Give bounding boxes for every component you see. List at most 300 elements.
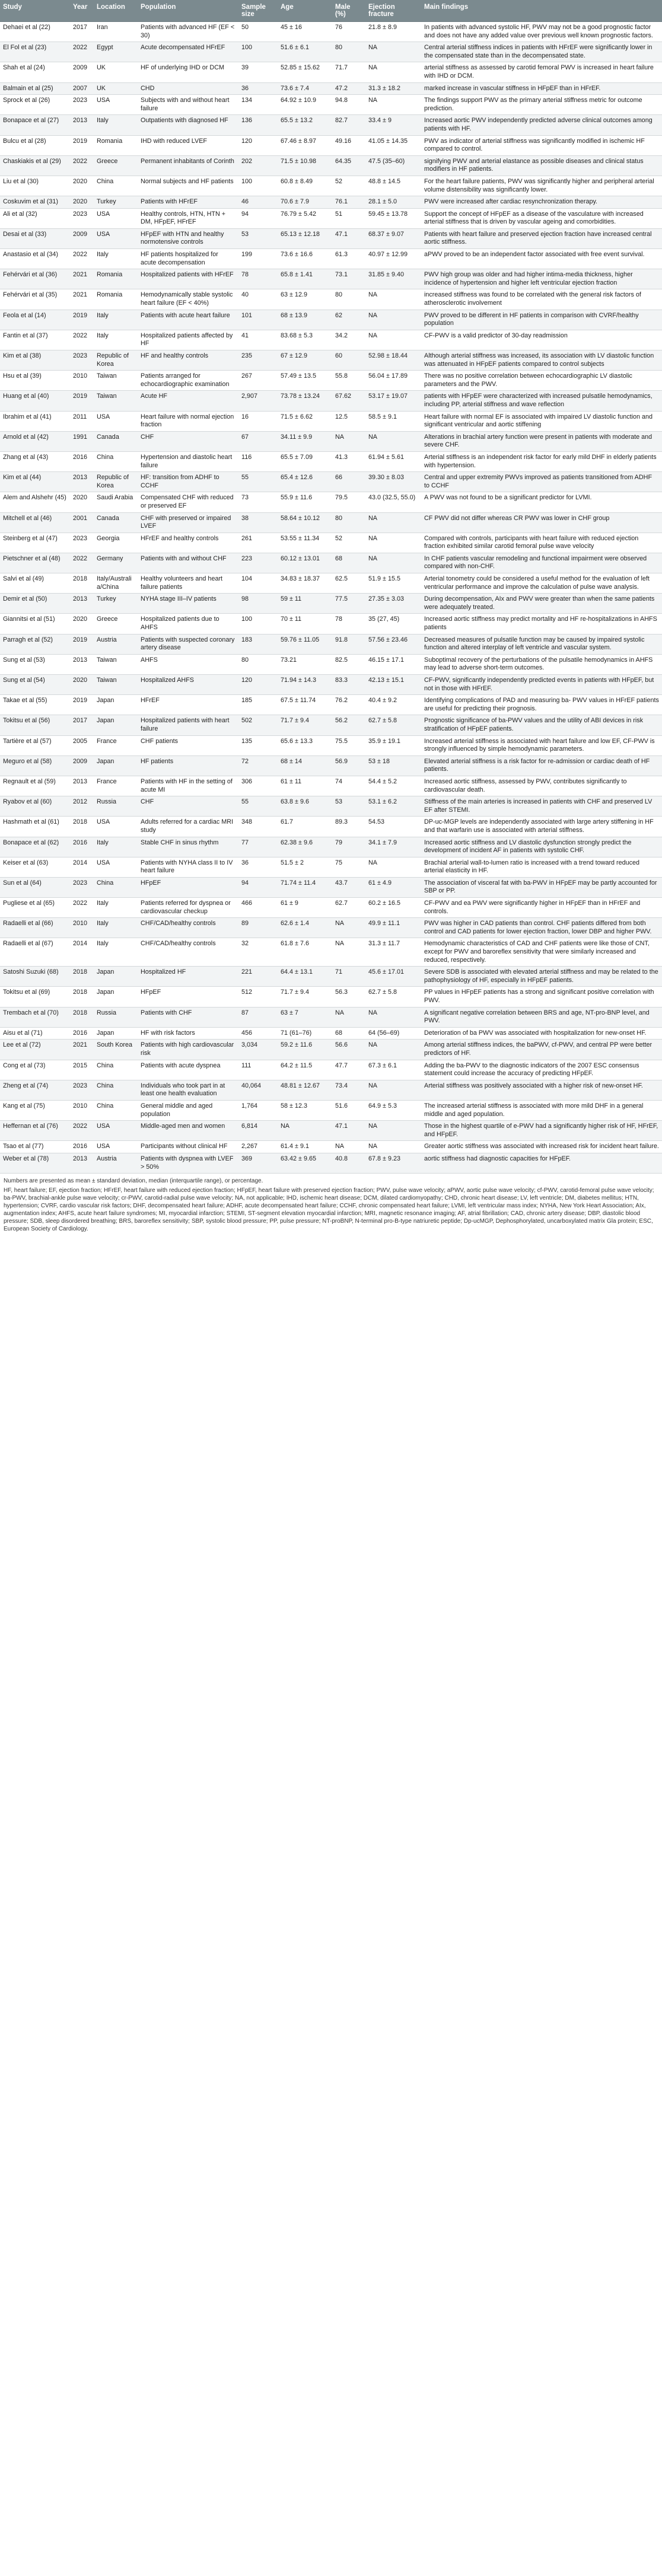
cell-male: 49.16 xyxy=(332,135,365,155)
cell-age: 52.85 ± 15.62 xyxy=(278,62,332,82)
cell-age: 61.4 ± 9.1 xyxy=(278,1141,332,1153)
cell-location: France xyxy=(94,735,138,755)
table-row xyxy=(0,654,662,674)
cell-male: 64.35 xyxy=(332,155,365,176)
cell-sample-size: 16 xyxy=(238,411,278,431)
cell-year: 2013 xyxy=(70,1153,94,1173)
cell-sample-size: 183 xyxy=(238,634,278,654)
cell-main-findings: Adding the ba-PWV to the diagnostic indicators of the 2007 ESC consensus statement could increase the accuracy of predicting HFpEF. xyxy=(421,1060,662,1080)
table-body xyxy=(0,22,662,1174)
cell-main-findings: Hemodynamic characteristics of CAD and CHF patients were like those of CNT, except for PWV and baroreflex sensitivity that were similarly increased and reduced, respectively. xyxy=(421,938,662,967)
cell-location: Taiwan xyxy=(94,654,138,674)
cell-main-findings: DP-uc-MGP levels are independently associated with large artery stiffening in HF and that warfarin use is associated with arterial stiffness. xyxy=(421,817,662,837)
cell-sample-size: 2,267 xyxy=(238,1141,278,1153)
table-row xyxy=(0,1080,662,1100)
cell-location: Japan xyxy=(94,1027,138,1040)
cell-ejection-fracture: 64 (56–69) xyxy=(365,1027,421,1040)
cell-male: 68 xyxy=(332,553,365,573)
cell-study: Ali et al (32) xyxy=(0,208,70,228)
cell-ejection-fracture: NA xyxy=(365,330,421,350)
table-row xyxy=(0,1141,662,1153)
cell-study: Parragh et al (52) xyxy=(0,634,70,654)
cell-sample-size: 116 xyxy=(238,451,278,471)
table-row xyxy=(0,82,662,95)
cell-study: Ryabov et al (60) xyxy=(0,796,70,817)
cell-ejection-fracture: 34.1 ± 7.9 xyxy=(365,837,421,857)
cell-location: USA xyxy=(94,817,138,837)
cell-age: 62.38 ± 9.6 xyxy=(278,837,332,857)
cell-year: 2022 xyxy=(70,249,94,269)
cell-ejection-fracture: 54.53 xyxy=(365,817,421,837)
cell-main-findings: There was no positive correlation between echocardiographic LV diastolic parameters and the PWV. xyxy=(421,371,662,391)
cell-male: 52 xyxy=(332,176,365,196)
table-row xyxy=(0,1060,662,1080)
table-row xyxy=(0,492,662,512)
cell-ejection-fracture: 35 (27, 45) xyxy=(365,614,421,634)
cell-population: Hospitalized patients with HFrEF xyxy=(138,269,238,289)
cell-male: 94.8 xyxy=(332,95,365,115)
cell-ejection-fracture: 54.4 ± 5.2 xyxy=(365,776,421,796)
cell-age: 73.6 ± 16.6 xyxy=(278,249,332,269)
table-row xyxy=(0,391,662,411)
cell-male: 91.8 xyxy=(332,634,365,654)
cell-study: Radaelli et al (67) xyxy=(0,938,70,967)
cell-study: Zhang et al (43) xyxy=(0,451,70,471)
cell-age: 63.8 ± 9.6 xyxy=(278,796,332,817)
cell-main-findings: For the heart failure patients, PWV was significantly higher and peripheral arterial volume distensibility was significantly lower. xyxy=(421,176,662,196)
cell-age: 34.11 ± 9.9 xyxy=(278,431,332,451)
cell-ejection-fracture: 60.2 ± 16.5 xyxy=(365,898,421,918)
table-row xyxy=(0,411,662,431)
cell-population: HFpEF xyxy=(138,987,238,1007)
cell-population: Patients with NYHA class II to IV heart failure xyxy=(138,857,238,877)
cell-ejection-fracture: 31.85 ± 9.40 xyxy=(365,269,421,289)
cell-male: 53 xyxy=(332,796,365,817)
cell-population: Hemodynamically stable systolic heart failure (EF < 40%) xyxy=(138,289,238,310)
cell-population: HF and healthy controls xyxy=(138,350,238,371)
cell-year: 2023 xyxy=(70,208,94,228)
cell-study: Fantin et al (37) xyxy=(0,330,70,350)
cell-sample-size: 77 xyxy=(238,837,278,857)
cell-male: NA xyxy=(332,938,365,967)
cell-year: 2015 xyxy=(70,1060,94,1080)
cell-male: 61.3 xyxy=(332,249,365,269)
cell-year: 2018 xyxy=(70,573,94,594)
cell-ejection-fracture: NA xyxy=(365,857,421,877)
cell-year: 2013 xyxy=(70,472,94,492)
cell-study: Huang et al (40) xyxy=(0,391,70,411)
cell-study: Trembach et al (70) xyxy=(0,1007,70,1027)
table-row xyxy=(0,837,662,857)
cell-study: Hashmath et al (61) xyxy=(0,817,70,837)
cell-location: Italy xyxy=(94,249,138,269)
table-row xyxy=(0,289,662,310)
cell-population: Adults referred for a cardiac MRI study xyxy=(138,817,238,837)
cell-age: 70.6 ± 7.9 xyxy=(278,196,332,209)
cell-year: 2023 xyxy=(70,1080,94,1100)
table-row xyxy=(0,857,662,877)
cell-ejection-fracture: 57.56 ± 23.46 xyxy=(365,634,421,654)
cell-male: 79.5 xyxy=(332,492,365,512)
cell-study: Bonapace et al (62) xyxy=(0,837,70,857)
cell-male: 76.2 xyxy=(332,695,365,715)
cell-age: 71.5 ± 10.98 xyxy=(278,155,332,176)
cell-age: 71.94 ± 14.3 xyxy=(278,675,332,695)
cell-age: 61 ± 9 xyxy=(278,898,332,918)
table-row xyxy=(0,594,662,614)
cell-year: 2016 xyxy=(70,1141,94,1153)
cell-location: Italy xyxy=(94,938,138,967)
table-row xyxy=(0,573,662,594)
cell-male: 56.3 xyxy=(332,987,365,1007)
cell-male: 47.1 xyxy=(332,1121,365,1141)
cell-location: Egypt xyxy=(94,42,138,62)
cell-sample-size: 6,814 xyxy=(238,1121,278,1141)
cell-ejection-fracture: 64.9 ± 5.3 xyxy=(365,1100,421,1120)
cell-population: General middle and aged population xyxy=(138,1100,238,1120)
cell-population: CHF xyxy=(138,796,238,817)
cell-population: Patients arranged for echocardiographic examination xyxy=(138,371,238,391)
cell-ejection-fracture: 67.3 ± 6.1 xyxy=(365,1060,421,1080)
cell-age: 67.46 ± 8.97 xyxy=(278,135,332,155)
cell-age: 68 ± 14 xyxy=(278,755,332,776)
cell-location: Greece xyxy=(94,155,138,176)
cell-population: Patients referred for dyspnea or cardiovascular checkup xyxy=(138,898,238,918)
cell-study: Salvi et al (49) xyxy=(0,573,70,594)
cell-male: 71.7 xyxy=(332,62,365,82)
cell-ejection-fracture: 51.9 ± 15.5 xyxy=(365,573,421,594)
cell-year: 2017 xyxy=(70,22,94,42)
cell-year: 2023 xyxy=(70,95,94,115)
cell-main-findings: The association of visceral fat with ba-PWV in HFpEF may be partly accounted for SBP or PP. xyxy=(421,877,662,897)
cell-male: 47.7 xyxy=(332,1060,365,1080)
cell-ejection-fracture: 40.97 ± 12.99 xyxy=(365,249,421,269)
cell-ejection-fracture: 47.5 (35–60) xyxy=(365,155,421,176)
cell-age: 63 ± 12.9 xyxy=(278,289,332,310)
column-header-year: Year xyxy=(70,0,94,22)
cell-main-findings: PWV was higher in CAD patients than control. CHF patients differed from both control and CAD patients for lower ejection fraction, lower DBP and higher PWV. xyxy=(421,918,662,938)
cell-sample-size: 100 xyxy=(238,42,278,62)
cell-year: 2009 xyxy=(70,62,94,82)
cell-age: 71.7 ± 9.4 xyxy=(278,987,332,1007)
cell-year: 2022 xyxy=(70,1121,94,1141)
cell-ejection-fracture: 67.8 ± 9.23 xyxy=(365,1153,421,1173)
cell-population: HFrEF and healthy controls xyxy=(138,533,238,553)
cell-population: Hospitalized patients affected by HF xyxy=(138,330,238,350)
cell-main-findings: Heart failure with normal EF is associated with impaired LV diastolic function and significant ventricular and aortic stiffening xyxy=(421,411,662,431)
cell-study: Arnold et al (42) xyxy=(0,431,70,451)
cell-main-findings: Deterioration of ba PWV was associated with hospitalization for new-onset HF. xyxy=(421,1027,662,1040)
cell-population: Participants without clinical HF xyxy=(138,1141,238,1153)
cell-male: 56.2 xyxy=(332,715,365,735)
cell-population: Acute decompensated HFrEF xyxy=(138,42,238,62)
cell-ejection-fracture: NA xyxy=(365,512,421,533)
cell-ejection-fracture: 61 ± 4.9 xyxy=(365,877,421,897)
cell-ejection-fracture: 53.17 ± 19.07 xyxy=(365,391,421,411)
cell-year: 2016 xyxy=(70,451,94,471)
cell-year: 2020 xyxy=(70,176,94,196)
cell-sample-size: 32 xyxy=(238,938,278,967)
table-row xyxy=(0,695,662,715)
cell-year: 2022 xyxy=(70,330,94,350)
cell-ejection-fracture: 41.05 ± 14.35 xyxy=(365,135,421,155)
cell-location: Italy/Australia/China xyxy=(94,573,138,594)
cell-study: Pugliese et al (65) xyxy=(0,898,70,918)
cell-male: 68 xyxy=(332,1027,365,1040)
cell-study: Pietschner et al (48) xyxy=(0,553,70,573)
cell-study: Tartière et al (57) xyxy=(0,735,70,755)
cell-ejection-fracture: 31.3 ± 18.2 xyxy=(365,82,421,95)
cell-year: 2011 xyxy=(70,411,94,431)
table-row xyxy=(0,755,662,776)
cell-location: Japan xyxy=(94,755,138,776)
cell-male: 71 xyxy=(332,967,365,987)
cell-year: 1991 xyxy=(70,431,94,451)
cell-ejection-fracture: NA xyxy=(365,62,421,82)
table-row xyxy=(0,249,662,269)
cell-year: 2013 xyxy=(70,654,94,674)
cell-main-findings: Among arterial stiffness indices, the baPWV, cf-PWV, and central PP were better predictors of HF. xyxy=(421,1040,662,1060)
cell-male: 47.2 xyxy=(332,82,365,95)
cell-sample-size: 89 xyxy=(238,918,278,938)
cell-main-findings: Identifying complications of PAD and measuring ba- PWV values in HFrEF patients are useful for predicting their prognosis. xyxy=(421,695,662,715)
cell-population: Patients with HFrEF xyxy=(138,196,238,209)
table-row xyxy=(0,269,662,289)
cell-main-findings: Increased aortic stiffness, assessed by PWV, contributes significantly to cardiovascular death. xyxy=(421,776,662,796)
cell-location: USA xyxy=(94,1141,138,1153)
cell-location: Taiwan xyxy=(94,391,138,411)
cell-age: 61 ± 11 xyxy=(278,776,332,796)
cell-sample-size: 67 xyxy=(238,431,278,451)
cell-ejection-fracture: 49.9 ± 11.1 xyxy=(365,918,421,938)
column-header-main-findings: Main findings xyxy=(421,0,662,22)
cell-year: 2021 xyxy=(70,289,94,310)
cell-age: 60.12 ± 13.01 xyxy=(278,553,332,573)
cell-male: 47.1 xyxy=(332,228,365,248)
cell-location: Italy xyxy=(94,330,138,350)
cell-location: Romania xyxy=(94,135,138,155)
cell-sample-size: 111 xyxy=(238,1060,278,1080)
cell-main-findings: Alterations in brachial artery function were present in patients with moderate and severe CHF. xyxy=(421,431,662,451)
cell-population: IHD with reduced LVEF xyxy=(138,135,238,155)
cell-year: 2018 xyxy=(70,817,94,837)
cell-male: 67.62 xyxy=(332,391,365,411)
cell-location: Taiwan xyxy=(94,371,138,391)
table-row xyxy=(0,95,662,115)
table-row xyxy=(0,208,662,228)
cell-population: CHF/CAD/healthy controls xyxy=(138,918,238,938)
cell-sample-size: 456 xyxy=(238,1027,278,1040)
cell-male: 75.5 xyxy=(332,735,365,755)
cell-year: 2019 xyxy=(70,634,94,654)
cell-age: 83.68 ± 5.3 xyxy=(278,330,332,350)
cell-year: 2018 xyxy=(70,967,94,987)
cell-year: 2012 xyxy=(70,796,94,817)
table-row xyxy=(0,938,662,967)
cell-population: HFpEF with HTN and healthy normotensive controls xyxy=(138,228,238,248)
cell-ejection-fracture: 53.1 ± 6.2 xyxy=(365,796,421,817)
cell-year: 2019 xyxy=(70,391,94,411)
cell-main-findings: Greater aortic stiffness was associated with increased risk for incident heart failure. xyxy=(421,1141,662,1153)
cell-study: Ibrahim et al (41) xyxy=(0,411,70,431)
cell-sample-size: 80 xyxy=(238,654,278,674)
cell-age: 61.7 xyxy=(278,817,332,837)
cell-population: Patients with acute dyspnea xyxy=(138,1060,238,1080)
cell-age: 58.64 ± 10.12 xyxy=(278,512,332,533)
cell-age: 59.2 ± 11.6 xyxy=(278,1040,332,1060)
cell-main-findings: CF PWV did not differ whereas CR PWV was lower in CHF group xyxy=(421,512,662,533)
cell-age: 71 (61–76) xyxy=(278,1027,332,1040)
cell-main-findings: Decreased measures of pulsatile function may be caused by impaired systolic function and altered interplay of left ventricle and vascular system. xyxy=(421,634,662,654)
cell-ejection-fracture: NA xyxy=(365,533,421,553)
cell-male: 41.3 xyxy=(332,451,365,471)
cell-population: Healthy controls, HTN, HTN + DM, HFpEF, HFrEF xyxy=(138,208,238,228)
cell-male: 78 xyxy=(332,614,365,634)
cell-study: Anastasio et al (34) xyxy=(0,249,70,269)
cell-main-findings: Those in the highest quartile of e-PWV had a significantly higher risk of HF, HFrEF, and HFpEF. xyxy=(421,1121,662,1141)
cell-main-findings: Arterial stiffness is an independent risk factor for early mild DHF in elderly patients with hypertension. xyxy=(421,451,662,471)
cell-ejection-fracture: 62.7 ± 5.8 xyxy=(365,987,421,1007)
cell-year: 2022 xyxy=(70,553,94,573)
cell-population: Middle-aged men and women xyxy=(138,1121,238,1141)
cell-sample-size: 120 xyxy=(238,135,278,155)
cell-main-findings: Stiffness of the main arteries is increased in patients with CHF and preserved LV EF after STEMI. xyxy=(421,796,662,817)
table-row xyxy=(0,918,662,938)
cell-age: 63.42 ± 9.65 xyxy=(278,1153,332,1173)
table-row xyxy=(0,1153,662,1173)
cell-study: Chaskiakis et al (29) xyxy=(0,155,70,176)
cell-location: China xyxy=(94,1080,138,1100)
cell-location: Canada xyxy=(94,512,138,533)
cell-study: Bulcu et al (28) xyxy=(0,135,70,155)
cell-sample-size: 104 xyxy=(238,573,278,594)
cell-main-findings: patients with HFpEF were characterized with increased pulsatile hemodynamics, including PP, arterial stiffness and wave reflection xyxy=(421,391,662,411)
cell-main-findings: In patients with advanced systolic HF, PWV may not be a good prognostic factor and does not have any added value over previous well known prognostic factors. xyxy=(421,22,662,42)
cell-main-findings: Increased aortic PWV independently predicted adverse clinical outcomes among patients with HF. xyxy=(421,115,662,135)
cell-study: Regnault et al (59) xyxy=(0,776,70,796)
cell-year: 2007 xyxy=(70,82,94,95)
cell-ejection-fracture: NA xyxy=(365,1007,421,1027)
cell-population: Healthy volunteers and heart failure patients xyxy=(138,573,238,594)
cell-male: 62 xyxy=(332,310,365,330)
cell-sample-size: 94 xyxy=(238,877,278,897)
cell-main-findings: Increased aortic stiffness and LV diastolic dysfunction strongly predict the development of incident AF in patients with systolic CHF. xyxy=(421,837,662,857)
cell-study: Feola et al (14) xyxy=(0,310,70,330)
cell-location: China xyxy=(94,1060,138,1080)
cell-male: NA xyxy=(332,1141,365,1153)
cell-study: Mitchell et al (46) xyxy=(0,512,70,533)
cell-location: USA xyxy=(94,411,138,431)
cell-main-findings: PWV as indicator of arterial stiffness was significantly modified in ischemic HF compared to control. xyxy=(421,135,662,155)
cell-study: Tokitsu et al (69) xyxy=(0,987,70,1007)
cell-main-findings: The findings support PWV as the primary arterial stiffness metric for outcome prediction. xyxy=(421,95,662,115)
cell-study: Fehérvári et al (35) xyxy=(0,289,70,310)
cell-main-findings: increased stiffness was found to be correlated with the general risk factors of atherosclerotic involvement xyxy=(421,289,662,310)
cell-sample-size: 466 xyxy=(238,898,278,918)
cell-sample-size: 94 xyxy=(238,208,278,228)
cell-sample-size: 369 xyxy=(238,1153,278,1173)
cell-male: 80 xyxy=(332,42,365,62)
cell-study: Takae et al (55) xyxy=(0,695,70,715)
cell-age: 57.49 ± 13.5 xyxy=(278,371,332,391)
cell-study: Satoshi Suzuki (68) xyxy=(0,967,70,987)
cell-male: 75 xyxy=(332,857,365,877)
cell-main-findings: Elevated arterial stiffness is a risk factor for re-admission or cardiac death of HF patients. xyxy=(421,755,662,776)
cell-location: Canada xyxy=(94,431,138,451)
cell-main-findings: Compared with controls, participants with heart failure with reduced ejection fraction exhibited similar carotid femoral pulse wave velocity xyxy=(421,533,662,553)
cell-main-findings: Although arterial stiffness was increased, its association with LV diastolic function was attenuated in HFpEF patients compared to control subjects xyxy=(421,350,662,371)
cell-sample-size: 2,907 xyxy=(238,391,278,411)
cell-study: Alem and Alshehr (45) xyxy=(0,492,70,512)
cell-location: Japan xyxy=(94,987,138,1007)
studies-table xyxy=(0,0,662,1174)
cell-location: France xyxy=(94,776,138,796)
cell-age: 64.4 ± 13.1 xyxy=(278,967,332,987)
cell-main-findings: During decompensation, AIx and PWV were greater than when the same patients were adequately treated. xyxy=(421,594,662,614)
cell-location: Italy xyxy=(94,115,138,135)
cell-population: HFrEF xyxy=(138,695,238,715)
table-row xyxy=(0,176,662,196)
cell-population: Subjects with and without heart failure xyxy=(138,95,238,115)
cell-population: CHD xyxy=(138,82,238,95)
table-row xyxy=(0,310,662,330)
cell-location: China xyxy=(94,451,138,471)
cell-ejection-fracture: 42.13 ± 15.1 xyxy=(365,675,421,695)
cell-main-findings: Central arterial stiffness indices in patients with HFrEF were significantly lower in the compensated state than in the decompensated state. xyxy=(421,42,662,62)
cell-sample-size: 3,034 xyxy=(238,1040,278,1060)
cell-study: Weber et al (78) xyxy=(0,1153,70,1173)
cell-age: 45 ± 16 xyxy=(278,22,332,42)
cell-year: 2016 xyxy=(70,1027,94,1040)
table-row xyxy=(0,987,662,1007)
cell-year: 2001 xyxy=(70,512,94,533)
cell-male: 82.5 xyxy=(332,654,365,674)
cell-age: 71.74 ± 11.4 xyxy=(278,877,332,897)
cell-location: Germany xyxy=(94,553,138,573)
cell-sample-size: 98 xyxy=(238,594,278,614)
cell-male: 60 xyxy=(332,350,365,371)
cell-year: 2020 xyxy=(70,614,94,634)
cell-population: CHF patients xyxy=(138,735,238,755)
cell-location: Japan xyxy=(94,695,138,715)
cell-main-findings: Increased aortic stiffness may predict mortality and HF re-hospitalizations in AHFS patients xyxy=(421,614,662,634)
cell-age: 59.76 ± 11.05 xyxy=(278,634,332,654)
cell-ejection-fracture: 52.98 ± 18.44 xyxy=(365,350,421,371)
cell-main-findings: Arterial tonometry could be considered a useful method for the evaluation of left ventricular performance and improve the calculation of pulse wave analysis. xyxy=(421,573,662,594)
cell-male: 73.4 xyxy=(332,1080,365,1100)
table-row xyxy=(0,735,662,755)
cell-location: USA xyxy=(94,1121,138,1141)
cell-population: Outpatients with diagnosed HF xyxy=(138,115,238,135)
cell-sample-size: 100 xyxy=(238,614,278,634)
cell-year: 2009 xyxy=(70,228,94,248)
cell-age: 73.78 ± 13.24 xyxy=(278,391,332,411)
table-row xyxy=(0,817,662,837)
cell-population: HF of underlying IHD or DCM xyxy=(138,62,238,82)
cell-male: 73.1 xyxy=(332,269,365,289)
cell-main-findings: signifying PWV and arterial elastance as possible diseases and clinical status modifiers in HF patients. xyxy=(421,155,662,176)
cell-study: El Fol et al (23) xyxy=(0,42,70,62)
cell-ejection-fracture: NA xyxy=(365,431,421,451)
table-row xyxy=(0,614,662,634)
table-row xyxy=(0,115,662,135)
table-row xyxy=(0,1100,662,1120)
cell-location: USA xyxy=(94,208,138,228)
cell-population: Individuals who took part in at least one health evaluation xyxy=(138,1080,238,1100)
table-row xyxy=(0,350,662,371)
cell-population: Hospitalized patients with heart failure xyxy=(138,715,238,735)
cell-study: Cong et al (73) xyxy=(0,1060,70,1080)
